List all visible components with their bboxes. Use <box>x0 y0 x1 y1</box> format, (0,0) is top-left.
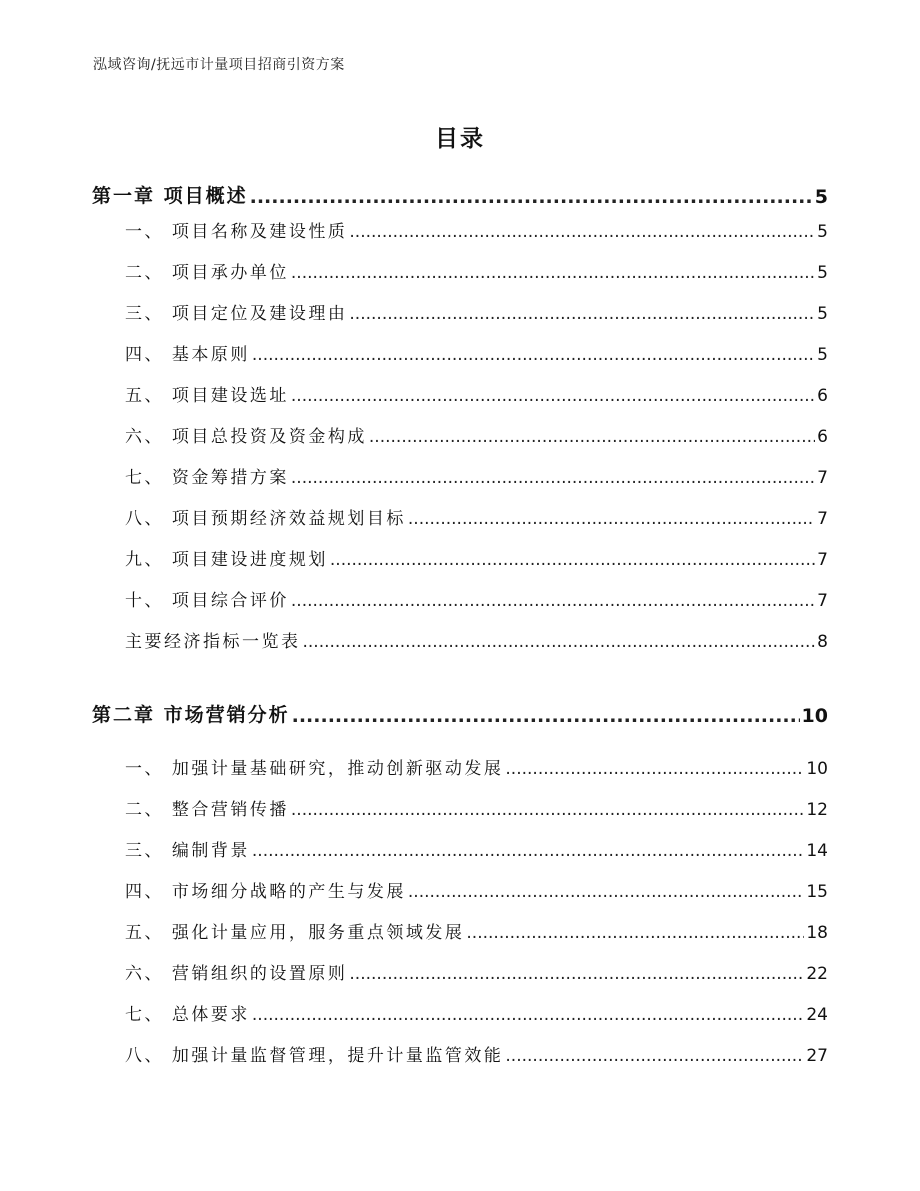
toc-entry-label: 九、 项目建设进度规划 <box>125 550 328 570</box>
toc-page-number: 5 <box>814 186 828 208</box>
toc-page-number: 7 <box>817 509 828 529</box>
toc-section[interactable] <box>125 1040 828 1066</box>
leader-dots <box>349 964 804 984</box>
toc-page-number: 5 <box>817 222 828 242</box>
toc-section[interactable] <box>125 999 828 1025</box>
toc-entry-label: 八、 项目预期经济效益规划目标 <box>125 509 406 529</box>
toc-page-number: 5 <box>817 345 828 365</box>
toc-section[interactable] <box>125 257 828 283</box>
toc-entry-label: 主要经济指标一览表 <box>125 632 301 652</box>
toc-entry-label: 三、 编制背景 <box>125 841 250 861</box>
toc-page-number: 10 <box>806 759 828 779</box>
leader-dots <box>252 1005 804 1025</box>
toc-page-number: 24 <box>806 1005 828 1025</box>
leader-dots <box>349 304 815 324</box>
toc-section[interactable] <box>125 753 828 779</box>
toc-page-number: 15 <box>806 882 828 902</box>
toc-page-number: 12 <box>806 800 828 820</box>
toc-section[interactable] <box>125 462 828 488</box>
leader-dots <box>250 186 813 208</box>
toc-entry-label: 一、 项目名称及建设性质 <box>125 222 348 242</box>
leader-dots <box>292 705 800 727</box>
leader-dots <box>291 468 815 488</box>
toc-section[interactable] <box>125 298 828 324</box>
toc-section[interactable] <box>125 339 828 365</box>
leader-dots <box>505 759 804 779</box>
toc-page-number: 10 <box>801 705 828 727</box>
leader-dots <box>408 882 804 902</box>
toc-entry-label: 第一章 项目概述 <box>92 185 248 207</box>
toc-section[interactable] <box>125 585 828 611</box>
toc-section[interactable] <box>125 958 828 984</box>
toc-page-number: 14 <box>806 841 828 861</box>
leader-dots <box>505 1046 804 1066</box>
toc-entry-label: 四、 市场细分战略的产生与发展 <box>125 882 406 902</box>
leader-dots <box>303 632 816 652</box>
leader-dots <box>369 427 815 447</box>
toc-section[interactable] <box>125 876 828 902</box>
toc-chapter[interactable] <box>92 701 828 727</box>
toc-page-number: 8 <box>817 632 828 652</box>
toc-entry-label: 六、 项目总投资及资金构成 <box>125 427 367 447</box>
toc-entry-label: 第二章 市场营销分析 <box>92 704 290 726</box>
toc-entry-label: 五、 强化计量应用，服务重点领域发展 <box>125 923 465 943</box>
toc-section[interactable] <box>125 835 828 861</box>
toc-page-number: 27 <box>806 1046 828 1066</box>
toc-section[interactable] <box>125 421 828 447</box>
toc-entry-label: 七、 资金筹措方案 <box>125 468 289 488</box>
toc-section[interactable] <box>125 626 828 652</box>
toc-section[interactable] <box>125 544 828 570</box>
leader-dots <box>252 841 804 861</box>
leader-dots <box>291 800 804 820</box>
toc-entry-label: 二、 项目承办单位 <box>125 263 289 283</box>
toc-page-number: 5 <box>817 263 828 283</box>
leader-dots <box>408 509 815 529</box>
toc-section[interactable] <box>125 794 828 820</box>
toc-page-number: 6 <box>817 386 828 406</box>
toc-entry-label: 四、 基本原则 <box>125 345 250 365</box>
toc-entry-label: 一、 加强计量基础研究，推动创新驱动发展 <box>125 759 504 779</box>
toc-section[interactable] <box>125 216 828 242</box>
toc-entry-label: 二、 整合营销传播 <box>125 800 289 820</box>
toc-page-number: 18 <box>806 923 828 943</box>
leader-dots <box>291 386 815 406</box>
toc-section[interactable] <box>125 917 828 943</box>
toc-chapter[interactable] <box>92 182 828 208</box>
toc-page-number: 7 <box>817 468 828 488</box>
toc-page-number: 6 <box>817 427 828 447</box>
toc-entry-label: 十、 项目综合评价 <box>125 591 289 611</box>
toc-section[interactable] <box>125 380 828 406</box>
toc-entry-label: 八、 加强计量监督管理，提升计量监管效能 <box>125 1046 504 1066</box>
toc-page-number: 22 <box>806 964 828 984</box>
toc-page-number: 7 <box>817 591 828 611</box>
leader-dots <box>291 591 815 611</box>
leader-dots <box>330 550 815 570</box>
page-title: 目录 <box>435 126 485 152</box>
leader-dots <box>291 263 815 283</box>
running-header: 泓域咨询/抚远市计量项目招商引资方案 <box>93 57 345 73</box>
leader-dots <box>349 222 815 242</box>
toc-entry-label: 三、 项目定位及建设理由 <box>125 304 348 324</box>
toc-entry-label: 五、 项目建设选址 <box>125 386 289 406</box>
toc-entry-label: 六、 营销组织的设置原则 <box>125 964 348 984</box>
toc-section[interactable] <box>125 503 828 529</box>
toc-entry-label: 七、 总体要求 <box>125 1005 250 1025</box>
toc-page-number: 7 <box>817 550 828 570</box>
leader-dots <box>252 345 815 365</box>
leader-dots <box>466 923 804 943</box>
toc-page-number: 5 <box>817 304 828 324</box>
